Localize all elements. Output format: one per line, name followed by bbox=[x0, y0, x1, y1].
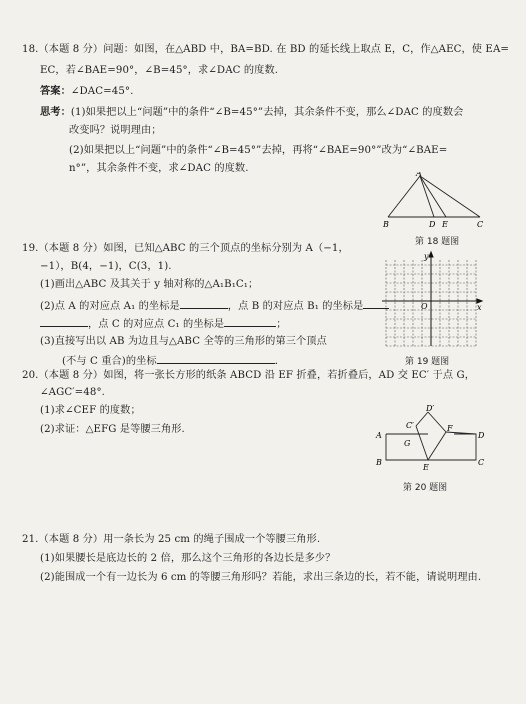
q19-line-4-b: ，点 B 的对应点 B₁ 的坐标是 bbox=[227, 301, 364, 312]
q21-line-3: (2)能围成一个有一边长为 6 cm 的等腰三角形吗？若能，求出三条边的长，若不能，请说明理由. bbox=[40, 572, 482, 583]
q20-label-c-prime: C′ bbox=[406, 421, 414, 430]
q21-line-2: (1)如果腰长是底边长的 2 倍，那么这个三角形的各边长是多少？ bbox=[40, 553, 336, 564]
q19-line-6: (3)直接写出以 AB 为边且与△ABC 全等的三角形的第三个顶点 bbox=[40, 336, 327, 347]
q18-think-1 bbox=[40, 106, 463, 119]
q19-figure-caption: 第 19 题图 bbox=[405, 357, 450, 367]
q18-label-e: E bbox=[442, 220, 448, 229]
q18-think-2-line-2: n°”，其余条件不变，求∠DAC 的度数. bbox=[69, 163, 249, 174]
q19-blank-a1 bbox=[180, 298, 228, 309]
q19-line-4 bbox=[40, 298, 389, 313]
q19-blank-vertex bbox=[157, 353, 275, 364]
q19-line-7-end: ． bbox=[274, 356, 286, 367]
q18-figure bbox=[380, 172, 496, 232]
q20-line-1: 20.（本题 8 分）如图，将一张长方形的纸条 ABCD 沿 EF 折叠，若折叠后，AD 交 EC′ 于点 G， bbox=[22, 370, 475, 381]
q18-label-b: B bbox=[383, 220, 389, 229]
q20-label-d: D bbox=[478, 431, 485, 440]
q19-grid-figure bbox=[378, 250, 486, 350]
q18-think-2-line-1: (2)如果把以上“问题”中的条件“∠B=45°”去掉，再将“∠BAE=90°”改为“∠BAE= bbox=[69, 145, 448, 156]
q18-think-1-line-2: 改变吗？说明理由； bbox=[69, 125, 162, 136]
q19-origin-label: O bbox=[421, 302, 428, 311]
q19-y-axis-label: y bbox=[424, 252, 429, 261]
q18-label-d: D bbox=[429, 220, 436, 229]
q19-line-5-text: ，点 C 的对应点 C₁ 的坐标是 bbox=[88, 319, 225, 330]
q18-think-1-line-1: (1)如果把以上“问题”中的条件“∠B=45°”去掉，其余条件不变，那么∠DAC 的度数会 bbox=[70, 107, 464, 118]
q19-line-2: −1），B(4，−1)，C(3，1). bbox=[40, 261, 172, 272]
q19-blank-b1 bbox=[40, 316, 88, 327]
q18-line-1: 18.（本题 8 分）问题：如图，在△ABD 中，BA=BD. 在 BD 的延长线上取点 E，C，作△AEC，使 EA= bbox=[22, 44, 510, 55]
q20-label-a: A bbox=[376, 431, 382, 440]
q19-line-7 bbox=[62, 353, 285, 368]
q19-blank-c1 bbox=[224, 316, 276, 327]
q18-answer-label: 答案： bbox=[40, 85, 71, 97]
q18-line-2: EC，若∠BAE=90°，∠B=45°，求∠DAC 的度数. bbox=[40, 65, 279, 76]
q18-label-a: A bbox=[416, 172, 422, 178]
q18-think-label: 思考： bbox=[40, 106, 71, 118]
q19-x-axis-label: x bbox=[477, 303, 482, 312]
q19-line-7-text: (不与 C 重合)的坐标 bbox=[62, 356, 157, 367]
q19-line-4-a: (2)点 A 的对应点 A₁ 的坐标是 bbox=[40, 301, 180, 312]
q20-label-f: F bbox=[447, 424, 453, 433]
q20-line-2: ∠AGC′=48°. bbox=[40, 387, 105, 398]
q18-label-c: C bbox=[477, 220, 484, 229]
q20-line-3: (1)求∠CEF 的度数； bbox=[40, 405, 141, 416]
q20-label-d-prime: D′ bbox=[426, 404, 435, 413]
q20-figure-caption: 第 20 题图 bbox=[403, 483, 448, 493]
q18-answer bbox=[40, 85, 133, 98]
q20-label-b: B bbox=[376, 458, 382, 467]
q20-line-4: (2)求证：△EFG 是等腰三角形. bbox=[40, 424, 185, 435]
q19-line-1: 19.（本题 8 分）如图，已知△ABC 的三个顶点的坐标分别为 A（−1， bbox=[22, 243, 349, 254]
q19-line-5 bbox=[40, 316, 287, 331]
q18-answer-value: ∠DAC=45°. bbox=[70, 86, 134, 97]
q20-figure bbox=[372, 402, 486, 472]
q20-label-c: C bbox=[478, 458, 485, 467]
q20-label-g: G bbox=[404, 439, 411, 448]
q19-line-3: (1)画出△ABC 及其关于 y 轴对称的△A₁B₁C₁； bbox=[40, 279, 259, 290]
q21-line-1: 21.（本题 8 分）用一条长为 25 cm 的绳子围成一个等腰三角形. bbox=[22, 534, 321, 545]
q19-line-5-end: ； bbox=[276, 319, 287, 330]
q18-figure-caption: 第 18 题图 bbox=[415, 237, 460, 247]
q20-label-e: E bbox=[423, 463, 429, 472]
